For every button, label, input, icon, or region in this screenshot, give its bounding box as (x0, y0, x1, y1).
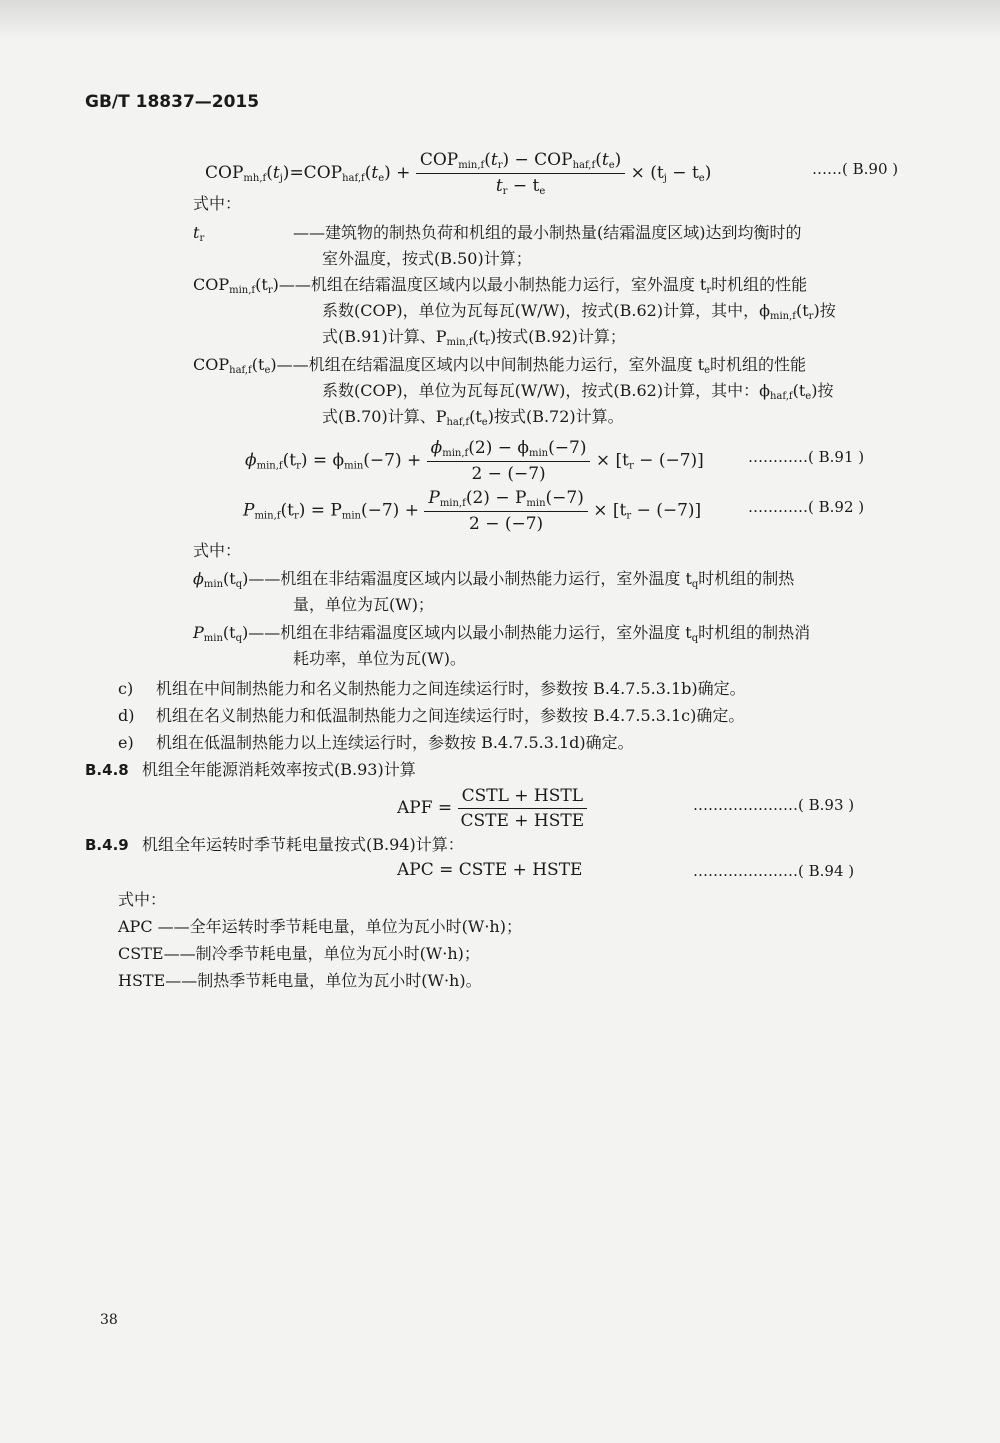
eq-text: × (t (630, 163, 664, 183)
scan-shadow (0, 0, 1000, 40)
fraction (424, 488, 588, 534)
clause-b49: B.4.9 机组全年运转时季节耗电量按式(B.94)计算： (85, 835, 464, 854)
where-label: 式中： (193, 541, 242, 560)
definition-cop-haf-line3: 式(B.70)计算、$P_{haf,f}(t_e)$按式(B.72)计算。 (322, 407, 624, 428)
definition-cop-min-line3: 式(B.91)计算、$P_{min,f}(t_r)$按式(B.92)计算； (322, 327, 626, 348)
fraction-denominator: CSTE + HSTE (460, 811, 585, 831)
definition-phi-min: $\phi_{min}(t_q)——$机组在非结霜温度区域内以最小制热能力运行，室外温度 $t_q$时机组的制热 (193, 569, 795, 590)
fraction-denominator: 2 − (−7) (471, 464, 546, 484)
eq-var: t (272, 163, 280, 183)
definition-p-min: $P_{min}(t_q)——$机组在非结霜温度区域内以最小制热能力运行，室外温度 $t_q$时机组的制热消 (193, 623, 811, 644)
fraction (416, 150, 625, 197)
where-label: 式中： (118, 890, 167, 909)
equation-b92: $P_{min,f}(t_r) = P_{min}(-7)$ + $\frac{P_{min,f}(2) - P_{min}(-7)}{2 - (-7)}$ × $[t_r - (-7)]$ (243, 488, 702, 534)
eq-sub: j (279, 173, 283, 184)
equation-b93: APF = $\frac{\text{CSTL + HSTL}}{\text{CSTE + HSTE}}$ (397, 786, 587, 831)
fraction (427, 438, 591, 484)
definition-tr-line2: 室外温度，按式(B.50)计算； (322, 249, 532, 268)
definition-cop-haf-line2: 系数(COP)，单位为瓦每瓦(W/W)，按式(B.62)计算，其中：$\phi_{haf,f}(t_e)$按 (322, 381, 834, 402)
fraction-numerator: $COP_{min,f}(t_r) - COP_{haf,f}(t_e)$ (416, 150, 625, 174)
list-item: e) 机组在低温制热能力以上连续运行时，参数按 B.4.7.5.3.1d)确定。 (118, 733, 634, 752)
list-item: c) 机组在中间制热能力和名义制热能力之间连续运行时，参数按 B.4.7.5.3.1b)确定。 (118, 679, 746, 698)
fraction (458, 786, 587, 831)
fraction-numerator: $\phi_{min,f}(2) - \phi_{min}(-7)$ (427, 438, 591, 462)
equation-b94: APC = CSTE + HSTE (397, 860, 583, 880)
eq-sub: haf,f (342, 173, 365, 184)
definition-p-min-line2: 耗功率，单位为瓦(W)。 (293, 649, 466, 668)
standard-header: GB/T 18837—2015 (85, 92, 260, 112)
definition-cop-haf: $COP_{haf,f}(t_e)——$机组在结霜温度区域内以中间制热能力运行，室外温度 $t_e$时机组的性能 (193, 355, 807, 376)
eq-sub: mh,f (243, 173, 267, 184)
where-label: 式中： (193, 194, 242, 213)
fraction-denominator: $t_r - t_e$ (495, 176, 546, 197)
definition-cste: CSTE——制冷季节耗电量，单位为瓦小时(W·h)； (118, 944, 480, 963)
equation-number-b92: …………( B.92 ) (748, 498, 865, 516)
definition-cop-min: $COP_{min,f}(t_r)——$机组在结霜温度区域内以最小制热能力运行，室外温度 $t_r$时机组的性能 (193, 275, 808, 296)
list-item: d) 机组在名义制热能力和低温制热能力之间连续运行时，参数按 B.4.7.5.3.1c)确定。 (118, 706, 745, 725)
definition-hste: HSTE——制热季节耗电量，单位为瓦小时(W·h)。 (118, 971, 482, 990)
fraction-numerator: $P_{min,f}(2) - P_{min}(-7)$ (424, 488, 588, 512)
clause-b48: B.4.8 机组全年能源消耗效率按式(B.93)计算 (85, 760, 416, 779)
fraction-numerator: CSTL + HSTL (458, 786, 587, 809)
fraction-denominator: 2 − (−7) (469, 514, 544, 534)
equation-b91: $\phi_{min,f}(t_r) = \phi_{min}(-7)$ + $\frac{\phi_{min,f}(2) - \phi_{min}(-7)}{2 - (-7)}$ × $[t_r - (-7)]$ (245, 438, 704, 484)
definition-tr-symbol: $t_r$ (193, 223, 205, 244)
equation-number-b93: …………………( B.93 ) (693, 796, 855, 814)
equation-number-b94: …………………( B.94 ) (693, 862, 855, 880)
definition-apc: APC ——全年运转时季节耗电量，单位为瓦小时(W·h)； (118, 917, 522, 936)
eq-var: t (371, 163, 379, 183)
definition-phi-min-line2: 量，单位为瓦(W)； (293, 595, 434, 614)
page-number: 38 (100, 1312, 118, 1328)
eq-sub: e (378, 173, 385, 184)
equation-b90: $COP_{mh,f}(t_j)=COP_{haf,f}(t_e)$ + $\frac{COP_{min,f}(t_r) - COP_{haf,f}(t_e)}{t_r - t_e}$ × $(t_j - t_e)$ (205, 150, 712, 197)
eq-text: COP (205, 163, 244, 183)
eq-text: =COP (289, 163, 343, 183)
definition-cop-min-line2: 系数(COP)，单位为瓦每瓦(W/W)，按式(B.62)计算，其中，$\phi_{min,f}(t_r)$按 (322, 301, 836, 322)
equation-number-b90: ……( B.90 ) (812, 160, 899, 178)
equation-number-b91: …………( B.91 ) (748, 448, 865, 466)
definition-tr-line1: ——建筑物的制热负荷和机组的最小制热量(结霜温度区域)达到均衡时的 (293, 223, 802, 242)
